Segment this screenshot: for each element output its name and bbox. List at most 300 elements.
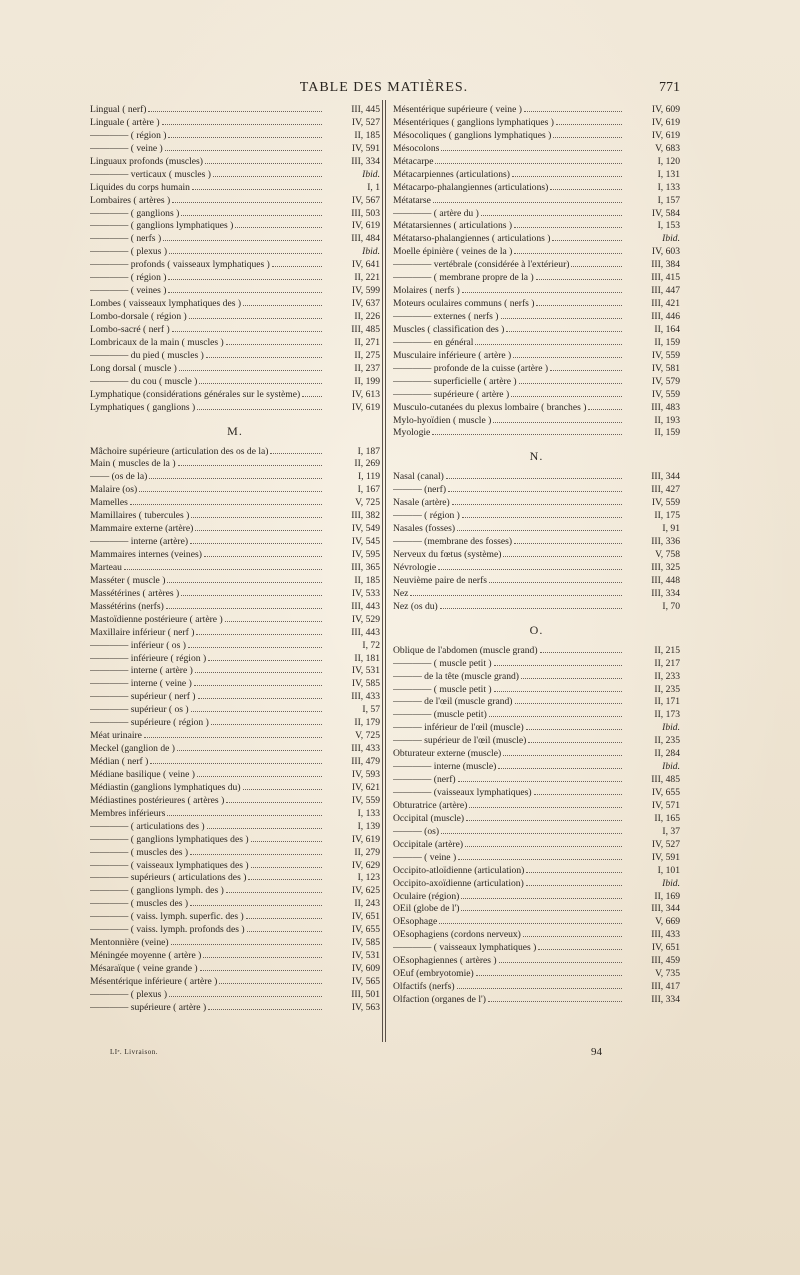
index-entry xyxy=(393,258,680,271)
index-entry xyxy=(393,116,680,129)
dot-leader xyxy=(526,864,622,873)
index-entry xyxy=(90,336,380,349)
entry-reference: III, 503 xyxy=(351,207,380,219)
index-entry xyxy=(90,988,380,1001)
dot-leader xyxy=(166,600,322,609)
entry-term: ———— (muscle petit) xyxy=(393,709,487,721)
entry-list-m-continued xyxy=(393,103,680,439)
index-entry xyxy=(90,535,380,548)
entry-term: Mastoïdienne postérieure ( artère ) xyxy=(90,613,223,625)
index-entry xyxy=(90,297,380,310)
index-entry xyxy=(90,116,380,129)
dot-leader xyxy=(553,129,622,138)
entry-term: Olfaction (organes de l') xyxy=(393,994,486,1005)
dot-leader xyxy=(440,600,622,609)
entry-term: Mamillaires ( tubercules ) xyxy=(90,510,190,522)
index-entry xyxy=(90,587,380,600)
index-entry xyxy=(393,670,680,683)
entry-term: ———— supérieurs ( articulations des ) xyxy=(90,872,247,884)
dot-leader xyxy=(235,219,322,228)
index-entry xyxy=(393,414,680,427)
dot-leader xyxy=(302,388,322,397)
dot-leader xyxy=(189,310,322,319)
index-entry xyxy=(393,388,680,401)
entry-term: Métacarpe xyxy=(393,155,434,167)
dot-leader xyxy=(506,323,622,332)
entry-reference: III, 365 xyxy=(351,561,380,573)
entry-reference: II, 173 xyxy=(654,709,680,721)
entry-term: Nez xyxy=(393,587,409,599)
dot-leader xyxy=(526,721,622,730)
index-entry xyxy=(90,232,380,245)
index-entry xyxy=(393,323,680,336)
index-entry xyxy=(90,142,380,155)
index-entry xyxy=(393,496,680,509)
entry-term: ———— supérieure ( artère ) xyxy=(90,1001,207,1013)
entry-reference: II, 181 xyxy=(354,652,380,664)
dot-leader xyxy=(190,897,322,906)
index-entry xyxy=(90,445,380,458)
dot-leader xyxy=(441,142,622,151)
entry-reference: IV, 619 xyxy=(351,220,380,232)
dot-leader xyxy=(519,375,622,384)
index-entry xyxy=(90,194,380,207)
index-entry xyxy=(90,271,380,284)
index-entry xyxy=(393,954,680,967)
index-entry xyxy=(90,846,380,859)
dot-leader xyxy=(226,884,322,893)
dot-leader xyxy=(162,116,322,125)
entry-term: Mâchoire supérieure (articulation des os de la) xyxy=(90,445,269,457)
page-header xyxy=(88,80,680,100)
entry-reference: IV, 567 xyxy=(351,194,380,206)
dot-leader xyxy=(198,690,323,699)
entry-reference: II, 179 xyxy=(354,717,380,729)
entry-reference: III, 325 xyxy=(651,561,680,573)
entry-term: Massétérines ( artères ) xyxy=(90,587,180,599)
entry-term: ——— (os) xyxy=(393,825,440,837)
entry-term: Mésocoliques ( ganglions lymphatiques ) xyxy=(393,129,552,141)
index-entry xyxy=(393,747,680,760)
left-column xyxy=(90,103,380,1014)
dot-leader xyxy=(200,962,322,971)
index-entry xyxy=(90,677,380,690)
entry-reference: II, 235 xyxy=(654,683,680,695)
entry-list-o xyxy=(393,644,680,1006)
entry-term: ———— ( muscles des ) xyxy=(90,898,189,910)
index-entry xyxy=(393,362,680,375)
entry-term: ———— ( membrane propre de la ) xyxy=(393,272,534,284)
entry-reference: I, 133 xyxy=(357,807,380,819)
index-entry xyxy=(393,426,680,439)
entry-reference: I, 37 xyxy=(662,825,680,837)
dot-leader xyxy=(172,194,322,203)
index-entry xyxy=(90,457,380,470)
entry-term: ——— ( région ) xyxy=(393,510,460,522)
index-entry xyxy=(393,284,680,297)
entry-reference: IV, 559 xyxy=(651,388,680,400)
dot-leader xyxy=(206,349,322,358)
dot-leader xyxy=(458,851,622,860)
index-entry xyxy=(90,388,380,401)
entry-term: ——— de la tête (muscle grand) xyxy=(393,670,520,682)
index-entry xyxy=(90,470,380,483)
entry-reference: II, 243 xyxy=(354,898,380,910)
entry-term: Médiastin (ganglions lymphatiques du) xyxy=(90,781,241,793)
dot-leader xyxy=(124,561,322,570)
entry-reference: III, 485 xyxy=(651,774,680,786)
index-entry xyxy=(393,928,680,941)
entry-term: Méat urinaire xyxy=(90,730,142,742)
entry-term: ———— ( vaiss. lymph. superfic. des ) xyxy=(90,911,244,923)
index-entry xyxy=(393,401,680,414)
entry-reference: II, 175 xyxy=(654,510,680,522)
entry-reference: IV, 599 xyxy=(351,285,380,297)
entry-term: Muscles ( classification des ) xyxy=(393,323,505,335)
dot-leader xyxy=(248,871,322,880)
entry-reference: IV, 585 xyxy=(351,937,380,949)
entry-term: ———— ( veines ) xyxy=(90,285,167,297)
dot-leader xyxy=(524,103,622,112)
entry-reference: I, 139 xyxy=(357,820,380,832)
entry-reference: II, 199 xyxy=(354,375,380,387)
entry-term: Lombo-sacré ( nerf ) xyxy=(90,323,170,335)
dot-leader xyxy=(168,284,322,293)
entry-term: Mylo-hyoïdien ( muscle ) xyxy=(393,414,492,426)
dot-leader xyxy=(150,755,322,764)
index-entry xyxy=(393,548,680,561)
index-entry xyxy=(393,980,680,993)
entry-term: Occipital (muscle) xyxy=(393,812,465,824)
dot-leader xyxy=(179,362,322,371)
index-entry xyxy=(393,734,680,747)
entry-reference: IV, 559 xyxy=(351,794,380,806)
dot-leader xyxy=(488,993,622,1002)
index-entry xyxy=(393,786,680,799)
dot-leader xyxy=(148,103,322,112)
entry-term: Obturateur externe (muscle) xyxy=(393,748,502,760)
entry-term: Liquides du corps humain xyxy=(90,181,190,193)
entry-term: Métacarpo-phalangiennes (articulations) xyxy=(393,181,549,193)
entry-reference: I, 187 xyxy=(357,445,380,457)
dot-leader xyxy=(188,639,322,648)
entry-reference: IV, 629 xyxy=(351,859,380,871)
index-entry xyxy=(90,362,380,375)
entry-reference: III, 443 xyxy=(351,626,380,638)
entry-term: ———— ( veine ) xyxy=(90,142,163,154)
dot-leader xyxy=(246,910,322,919)
index-entry xyxy=(393,207,680,220)
entry-reference: IV, 619 xyxy=(651,129,680,141)
section-heading-o: O. xyxy=(529,622,544,637)
entry-term: Nasales (fosses) xyxy=(393,523,456,535)
entry-term: ———— ( muscle petit ) xyxy=(393,683,492,695)
entry-term: ——— (nerf) xyxy=(393,484,447,496)
dot-leader xyxy=(168,129,322,138)
dot-leader xyxy=(514,245,622,254)
index-entry xyxy=(393,838,680,851)
dot-leader xyxy=(514,535,622,544)
entry-reference: IV, 625 xyxy=(351,885,380,897)
index-entry xyxy=(90,975,380,988)
entry-reference: II, 185 xyxy=(354,574,380,586)
dot-leader xyxy=(461,890,622,899)
entry-reference: III, 501 xyxy=(351,988,380,1000)
entry-reference: III, 344 xyxy=(651,471,680,483)
dot-leader xyxy=(465,838,622,847)
entry-reference: IV, 619 xyxy=(351,401,380,413)
entry-term: Lymphatique (considérations générales sur le système) xyxy=(90,388,301,400)
index-entry xyxy=(90,613,380,626)
index-entry xyxy=(393,574,680,587)
dot-leader xyxy=(243,781,322,790)
index-entry xyxy=(90,703,380,716)
dot-leader xyxy=(489,708,622,717)
dot-leader xyxy=(178,457,322,466)
entry-term: Nasale (artère) xyxy=(393,497,450,509)
entry-reference: IV, 619 xyxy=(651,116,680,128)
index-entry xyxy=(393,129,680,142)
entry-term: ———— ( ganglions lymph. des ) xyxy=(90,885,224,897)
entry-reference: II, 159 xyxy=(654,427,680,439)
entry-reference: III, 344 xyxy=(651,903,680,915)
index-entry xyxy=(90,910,380,923)
entry-term: ——— ( veine ) xyxy=(393,851,457,863)
entry-term: ———— externes ( nerfs ) xyxy=(393,311,499,322)
index-entry xyxy=(90,155,380,168)
dot-leader xyxy=(144,729,322,738)
index-entry xyxy=(393,561,680,574)
entry-reference: IV, 527 xyxy=(351,116,380,128)
entry-reference: IV, 619 xyxy=(351,833,380,845)
entry-reference: II, 233 xyxy=(654,670,680,682)
entry-term: Médiastines postérieures ( artères ) xyxy=(90,794,225,806)
entry-reference: IV, 651 xyxy=(651,942,680,954)
entry-reference: IV, 613 xyxy=(351,388,380,400)
dot-leader xyxy=(190,535,322,544)
entry-term: Molaires ( nerfs ) xyxy=(393,285,460,297)
index-entry xyxy=(90,522,380,535)
dot-leader xyxy=(195,522,322,531)
entry-reference: I, 101 xyxy=(657,864,680,876)
dot-leader xyxy=(213,168,322,177)
index-entry xyxy=(393,142,680,155)
index-entry xyxy=(90,871,380,884)
dot-leader xyxy=(243,297,322,306)
dot-leader xyxy=(528,734,622,743)
index-entry xyxy=(393,483,680,496)
index-entry xyxy=(90,833,380,846)
entry-term: ———— ( région ) xyxy=(90,129,167,141)
entry-term: Occipito-atloïdienne (articulation) xyxy=(393,864,525,876)
index-entry xyxy=(90,664,380,677)
entry-reference: I, 119 xyxy=(357,471,380,483)
entry-reference: V, 669 xyxy=(655,916,680,928)
entry-term: Moelle épinière ( veines de la ) xyxy=(393,246,513,258)
dot-leader xyxy=(448,483,622,492)
index-entry xyxy=(393,708,680,721)
entry-term: ——— inférieur de l'œil (muscle) xyxy=(393,722,524,734)
entry-reference: III, 384 xyxy=(651,259,680,271)
entry-term: ———— ( vaisseaux lymphatiques ) xyxy=(393,942,537,954)
entry-term: ———— profonde de la cuisse (artère ) xyxy=(393,362,549,374)
entry-term: ——— de l'œil (muscle grand) xyxy=(393,696,513,708)
entry-term: ———— interne ( veine ) xyxy=(90,678,192,690)
entry-term: Médiane basilique ( veine ) xyxy=(90,768,195,780)
entry-reference: II, 171 xyxy=(654,696,680,708)
entry-reference: IV, 591 xyxy=(351,142,380,154)
entry-reference: I, 153 xyxy=(657,220,680,232)
dot-leader xyxy=(462,284,622,293)
dot-leader xyxy=(526,877,622,886)
dot-leader xyxy=(207,820,322,829)
dot-leader xyxy=(489,574,622,583)
right-column xyxy=(393,103,680,1006)
index-entry xyxy=(90,207,380,220)
index-entry xyxy=(393,644,680,657)
index-entry xyxy=(90,859,380,872)
index-entry xyxy=(393,103,680,116)
entry-reference: V, 735 xyxy=(655,968,680,980)
dot-leader xyxy=(195,664,322,673)
entry-term: Méningée moyenne ( artère ) xyxy=(90,950,202,962)
index-entry xyxy=(393,509,680,522)
index-entry xyxy=(90,923,380,936)
entry-reference: I, 157 xyxy=(657,194,680,206)
dot-leader xyxy=(439,915,622,924)
index-entry xyxy=(90,284,380,297)
dot-leader xyxy=(272,258,322,267)
entry-term: ———— (vaisseaux lymphatiques) xyxy=(393,787,532,798)
entry-reference: II, 284 xyxy=(654,748,680,760)
dot-leader xyxy=(457,522,622,531)
livraison-note: LIᵉ. Livraison. xyxy=(110,1048,158,1056)
entry-reference: III, 433 xyxy=(351,691,380,703)
entry-reference: IV, 571 xyxy=(651,799,680,811)
entry-reference: V, 683 xyxy=(655,142,680,154)
index-entry xyxy=(393,695,680,708)
entry-reference: IV, 529 xyxy=(351,613,380,625)
dot-leader xyxy=(163,232,322,241)
entry-term: ——— (membrane des fosses) xyxy=(393,536,513,548)
entry-term: ———— interne (muscle) xyxy=(393,761,497,773)
index-entry xyxy=(90,561,380,574)
index-entry xyxy=(90,509,380,522)
entry-term: ———— (nerf) xyxy=(393,774,456,786)
index-entry xyxy=(90,1001,380,1014)
dot-leader xyxy=(476,967,622,976)
dot-leader xyxy=(571,258,622,267)
entry-term: ———— ( ganglions ) xyxy=(90,207,180,219)
column-divider xyxy=(382,100,386,1042)
entry-term: ———— inférieur ( os ) xyxy=(90,639,186,651)
entry-term: Mentonnière (veine) xyxy=(90,937,169,949)
entry-term: ———— ( ganglions lymphatiques ) xyxy=(90,220,234,232)
dot-leader xyxy=(433,194,622,203)
entry-term: ———— supérieure ( région ) xyxy=(90,717,209,729)
entry-reference: IV, 655 xyxy=(351,924,380,936)
entry-term: ———— du cou ( muscle ) xyxy=(90,375,198,387)
dot-leader xyxy=(169,988,322,997)
dot-leader xyxy=(501,310,623,319)
dot-leader xyxy=(168,271,322,280)
dot-leader xyxy=(203,949,322,958)
entry-reference: V, 725 xyxy=(355,497,380,509)
entry-term: ———— ( muscles des ) xyxy=(90,846,189,858)
entry-term: Main ( muscles de la ) xyxy=(90,458,176,470)
dot-leader xyxy=(251,833,322,842)
entry-reference: III, 427 xyxy=(651,484,680,496)
dot-leader xyxy=(458,773,622,782)
entry-term: Mamelles xyxy=(90,497,128,509)
entry-reference: II, 226 xyxy=(354,311,380,322)
entry-term: ———— supérieure ( artère ) xyxy=(393,388,510,400)
section-heading-n: N. xyxy=(529,449,544,464)
index-entry xyxy=(90,245,380,258)
signature-mark: 94 xyxy=(591,1046,602,1058)
entry-term: Mésocolons xyxy=(393,142,440,154)
entry-term: ———— du pied ( muscles ) xyxy=(90,349,204,361)
dot-leader xyxy=(191,703,322,712)
entry-term: —— (os de la) xyxy=(90,471,148,483)
entry-reference: Ibid. xyxy=(662,722,680,734)
entry-term: Nerveux du fœtus (système) xyxy=(393,549,502,560)
entry-term: Mésentérique inférieure ( artère ) xyxy=(90,975,218,987)
section-heading-m: M. xyxy=(227,423,243,438)
entry-term: Métacarpiennes (articulations) xyxy=(393,168,510,180)
entry-term: Musculaire inférieure ( artère ) xyxy=(393,349,512,361)
index-entry xyxy=(393,799,680,812)
entry-reference: Ibid. xyxy=(662,761,680,773)
index-entry xyxy=(393,825,680,838)
entry-reference: III, 417 xyxy=(651,981,680,993)
index-entry xyxy=(90,807,380,820)
index-entry xyxy=(393,232,680,245)
dot-leader xyxy=(521,670,622,679)
index-entry xyxy=(90,129,380,142)
dot-leader xyxy=(511,388,622,397)
entry-reference: III, 421 xyxy=(651,298,680,310)
entry-reference: IV, 579 xyxy=(651,375,680,387)
entry-reference: I, 72 xyxy=(362,639,380,651)
index-entry xyxy=(90,600,380,613)
dot-leader xyxy=(199,375,322,384)
entry-term: ———— verticaux ( muscles ) xyxy=(90,168,211,180)
entry-reference: IV, 609 xyxy=(351,963,380,974)
index-entry xyxy=(393,600,680,613)
entry-reference: V, 725 xyxy=(355,730,380,742)
entry-term: Neuvième paire de nerfs xyxy=(393,574,488,586)
entry-term: Médian ( nerf ) xyxy=(90,756,149,767)
dot-leader xyxy=(513,349,622,358)
dot-leader xyxy=(205,155,322,164)
index-entry xyxy=(90,626,380,639)
entry-term: Lymphatiques ( ganglions ) xyxy=(90,401,196,413)
entry-term: OEil (globe de l') xyxy=(393,903,460,915)
entry-term: ———— ( plexus ) xyxy=(90,988,168,1000)
entry-term: OEsophage xyxy=(393,916,438,928)
entry-reference: IV, 637 xyxy=(351,298,380,310)
dot-leader xyxy=(225,613,322,622)
entry-term: Mésaraïque ( veine grande ) xyxy=(90,963,198,974)
dot-leader xyxy=(251,859,322,868)
entry-term: ———— ( ganglions lymphatiques des ) xyxy=(90,833,249,845)
entry-term: ———— inférieure ( région ) xyxy=(90,652,207,664)
entry-term: OEsophagiennes ( artères ) xyxy=(393,955,497,967)
entry-reference: II, 165 xyxy=(654,812,680,824)
dot-leader xyxy=(512,168,622,177)
entry-reference: III, 382 xyxy=(351,510,380,522)
